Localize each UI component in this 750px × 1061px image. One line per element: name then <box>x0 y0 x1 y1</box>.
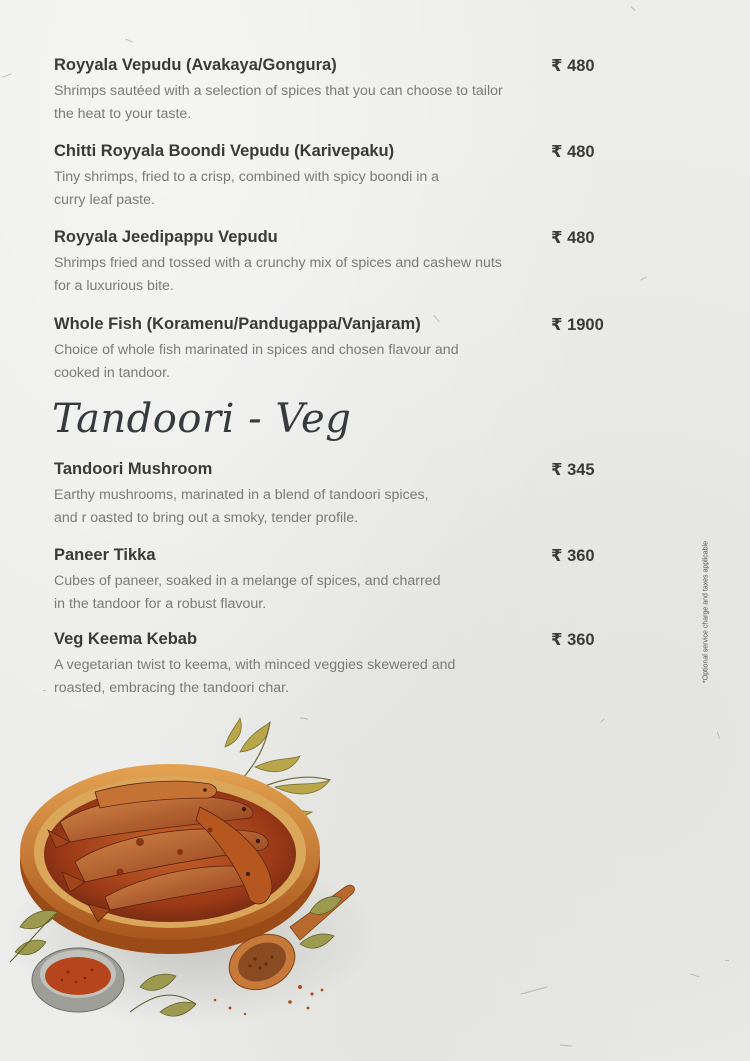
service-charge-note-text: *Optional service charge and taxes applicable <box>702 540 710 684</box>
description-line: Shrimps fried and tossed with a crunchy mix of spices and cashew nuts <box>54 255 502 271</box>
item-price: ₹ 360 <box>551 547 595 565</box>
description-line: Choice of whole fish marinated in spices and chosen flavour and <box>54 342 459 358</box>
description-line: Shrimps sautéed with a selection of spices that you can choose to tailor <box>54 83 503 99</box>
description-line: A vegetarian twist to keema, with minced veggies skewered and <box>54 657 456 673</box>
item-name: Veg Keema Kebab <box>54 630 198 648</box>
item-price: ₹ 480 <box>551 57 595 75</box>
item-description <box>54 80 503 125</box>
item-name: Whole Fish (Koramenu/Pandugappa/Vanjaram) <box>54 315 421 333</box>
item-price: ₹ 1900 <box>551 316 604 334</box>
fish-curry-bowl-illustration <box>0 712 380 1061</box>
description-line: roasted, embracing the tandoori char. <box>54 679 290 696</box>
description-line: curry leaf paste. <box>54 191 155 208</box>
item-name: Paneer Tikka <box>54 546 156 564</box>
description-line: for a luxurious bite. <box>54 277 174 294</box>
item-name: Tandoori Mushroom <box>54 460 213 478</box>
item-description <box>54 484 429 529</box>
description-line: the heat to your taste. <box>54 105 192 122</box>
item-name: Chitti Royyala Boondi Vepudu (Karivepaku) <box>54 142 395 160</box>
item-description <box>54 166 439 211</box>
item-price: ₹ 345 <box>551 461 595 479</box>
item-name: Royyala Jeedipappu Vepudu <box>54 228 278 246</box>
paper-speck <box>725 960 729 961</box>
item-price: ₹ 360 <box>551 631 595 649</box>
item-price: ₹ 480 <box>551 229 595 247</box>
item-description <box>54 252 502 297</box>
item-name: Royyala Vepudu (Avakaya/Gongura) <box>54 56 337 74</box>
description-line: Tiny shrimps, fried to a crisp, combined with spicy boondi in a <box>54 169 440 185</box>
description-line: cooked in tandoor. <box>54 364 170 381</box>
description-line: Earthy mushrooms, marinated in a blend of tandoori spices, <box>54 487 429 503</box>
chili-powder <box>45 957 111 995</box>
description-line: Cubes of paneer, soaked in a melange of spices, and charred <box>54 573 441 589</box>
description-line: in the tandoor for a robust flavour. <box>54 595 267 612</box>
item-description <box>54 654 455 699</box>
description-line: and r oasted to bring out a smoky, tender profile. <box>54 509 359 526</box>
item-description <box>54 339 459 384</box>
section-heading: Tandoori - Veg <box>52 396 352 442</box>
paper-speck <box>43 690 46 691</box>
item-description <box>54 570 440 615</box>
item-price: ₹ 480 <box>551 143 595 161</box>
